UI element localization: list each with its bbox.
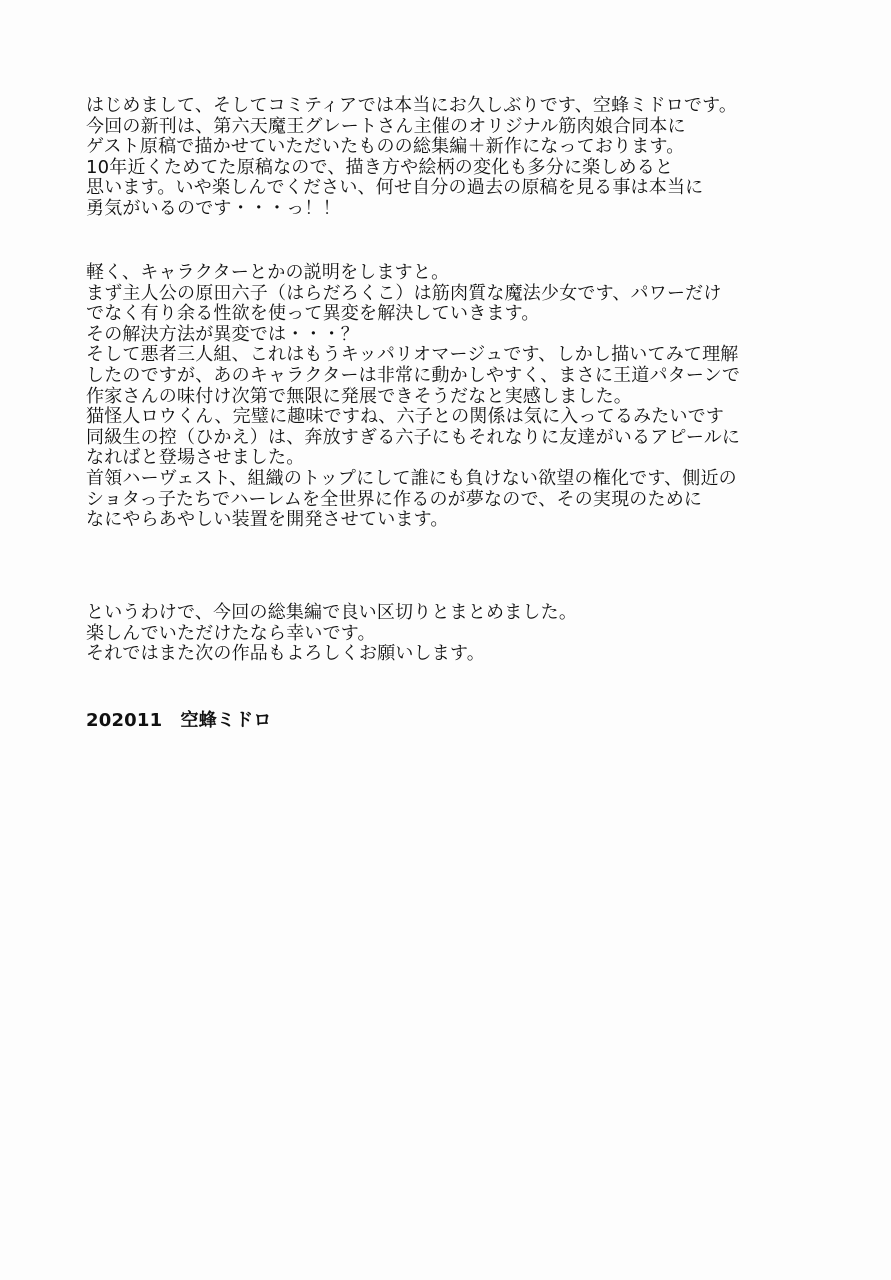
text-line: 10年近くためてた原稿なので、描き方や絵柄の変化も多分に楽しめると: [86, 156, 674, 178]
text-line: ショタっ子たちでハーレムを全世界に作るのが夢なので、その実現のために: [86, 488, 703, 510]
text-line: 同級生の控（ひかえ）は、奔放すぎる六子にもそれなりに友達がいるアピールに: [86, 426, 741, 448]
text-line: したのですが、あのキャラクターは非常に動かしやすく、まさに王道パターンで: [86, 364, 741, 386]
text-line: でなく有り余る性欲を使って異変を解決していきます。: [86, 303, 540, 325]
text-line: 楽しんでいただけたなら幸いです。: [86, 622, 376, 644]
text-line: 軽く、キャラクターとかの説明をしますと。: [86, 262, 450, 283]
text-line: それではまた次の作品もよろしくお願いします。: [86, 643, 485, 665]
text-line: まず主人公の原田六子（はらだろくこ）は筋肉質な魔法少女です、パワーだけ: [86, 282, 722, 304]
text-line: 猫怪人ロウくん、完璧に趣味ですね、六子との関係は気に入ってるみたいです: [86, 406, 725, 428]
text-line: 勇気がいるのです・・・っ！！: [86, 197, 341, 219]
signature-text: 202011 空蜂ミドロ: [86, 710, 272, 731]
text-line: 作家さんの味付け次第で無限に発展できそうだなと実感しました。: [86, 385, 632, 407]
text-line: なにやらあやしい装置を開発させています。: [86, 509, 449, 531]
characters-paragraph: [86, 263, 806, 531]
text-line: そして悪者三人組、これはもうキッパリオマージュです、しかし描いてみて理解: [86, 344, 739, 366]
signature: [86, 711, 806, 732]
text-line: その解決方法が異変では・・・？: [86, 323, 359, 345]
greeting-paragraph: [86, 96, 806, 220]
text-line: 首領ハーヴェスト、組織のトップにして誰にも負けない欲望の権化です、側近の: [86, 467, 737, 489]
text-line: 今回の新刊は、第六天魔王グレートさん主催のオリジナル筋肉娘合同本に: [86, 115, 686, 137]
text-line: はじめまして、そしてコミティアでは本当にお久しぶりです、空蜂ミドロです。: [86, 95, 738, 116]
text-line: というわけで、今回の総集編で良い区切りとまとめました。: [86, 602, 578, 623]
text-line: 思います。いや楽しんでください、何せ自分の過去の原稿を見る事は本当に: [86, 177, 704, 199]
closing-paragraph: [86, 603, 806, 665]
text-line: ゲスト原稿で描かせていただいたものの総集編＋新作になっております。: [86, 136, 685, 158]
text-line: なればと登場させました。: [86, 447, 305, 469]
